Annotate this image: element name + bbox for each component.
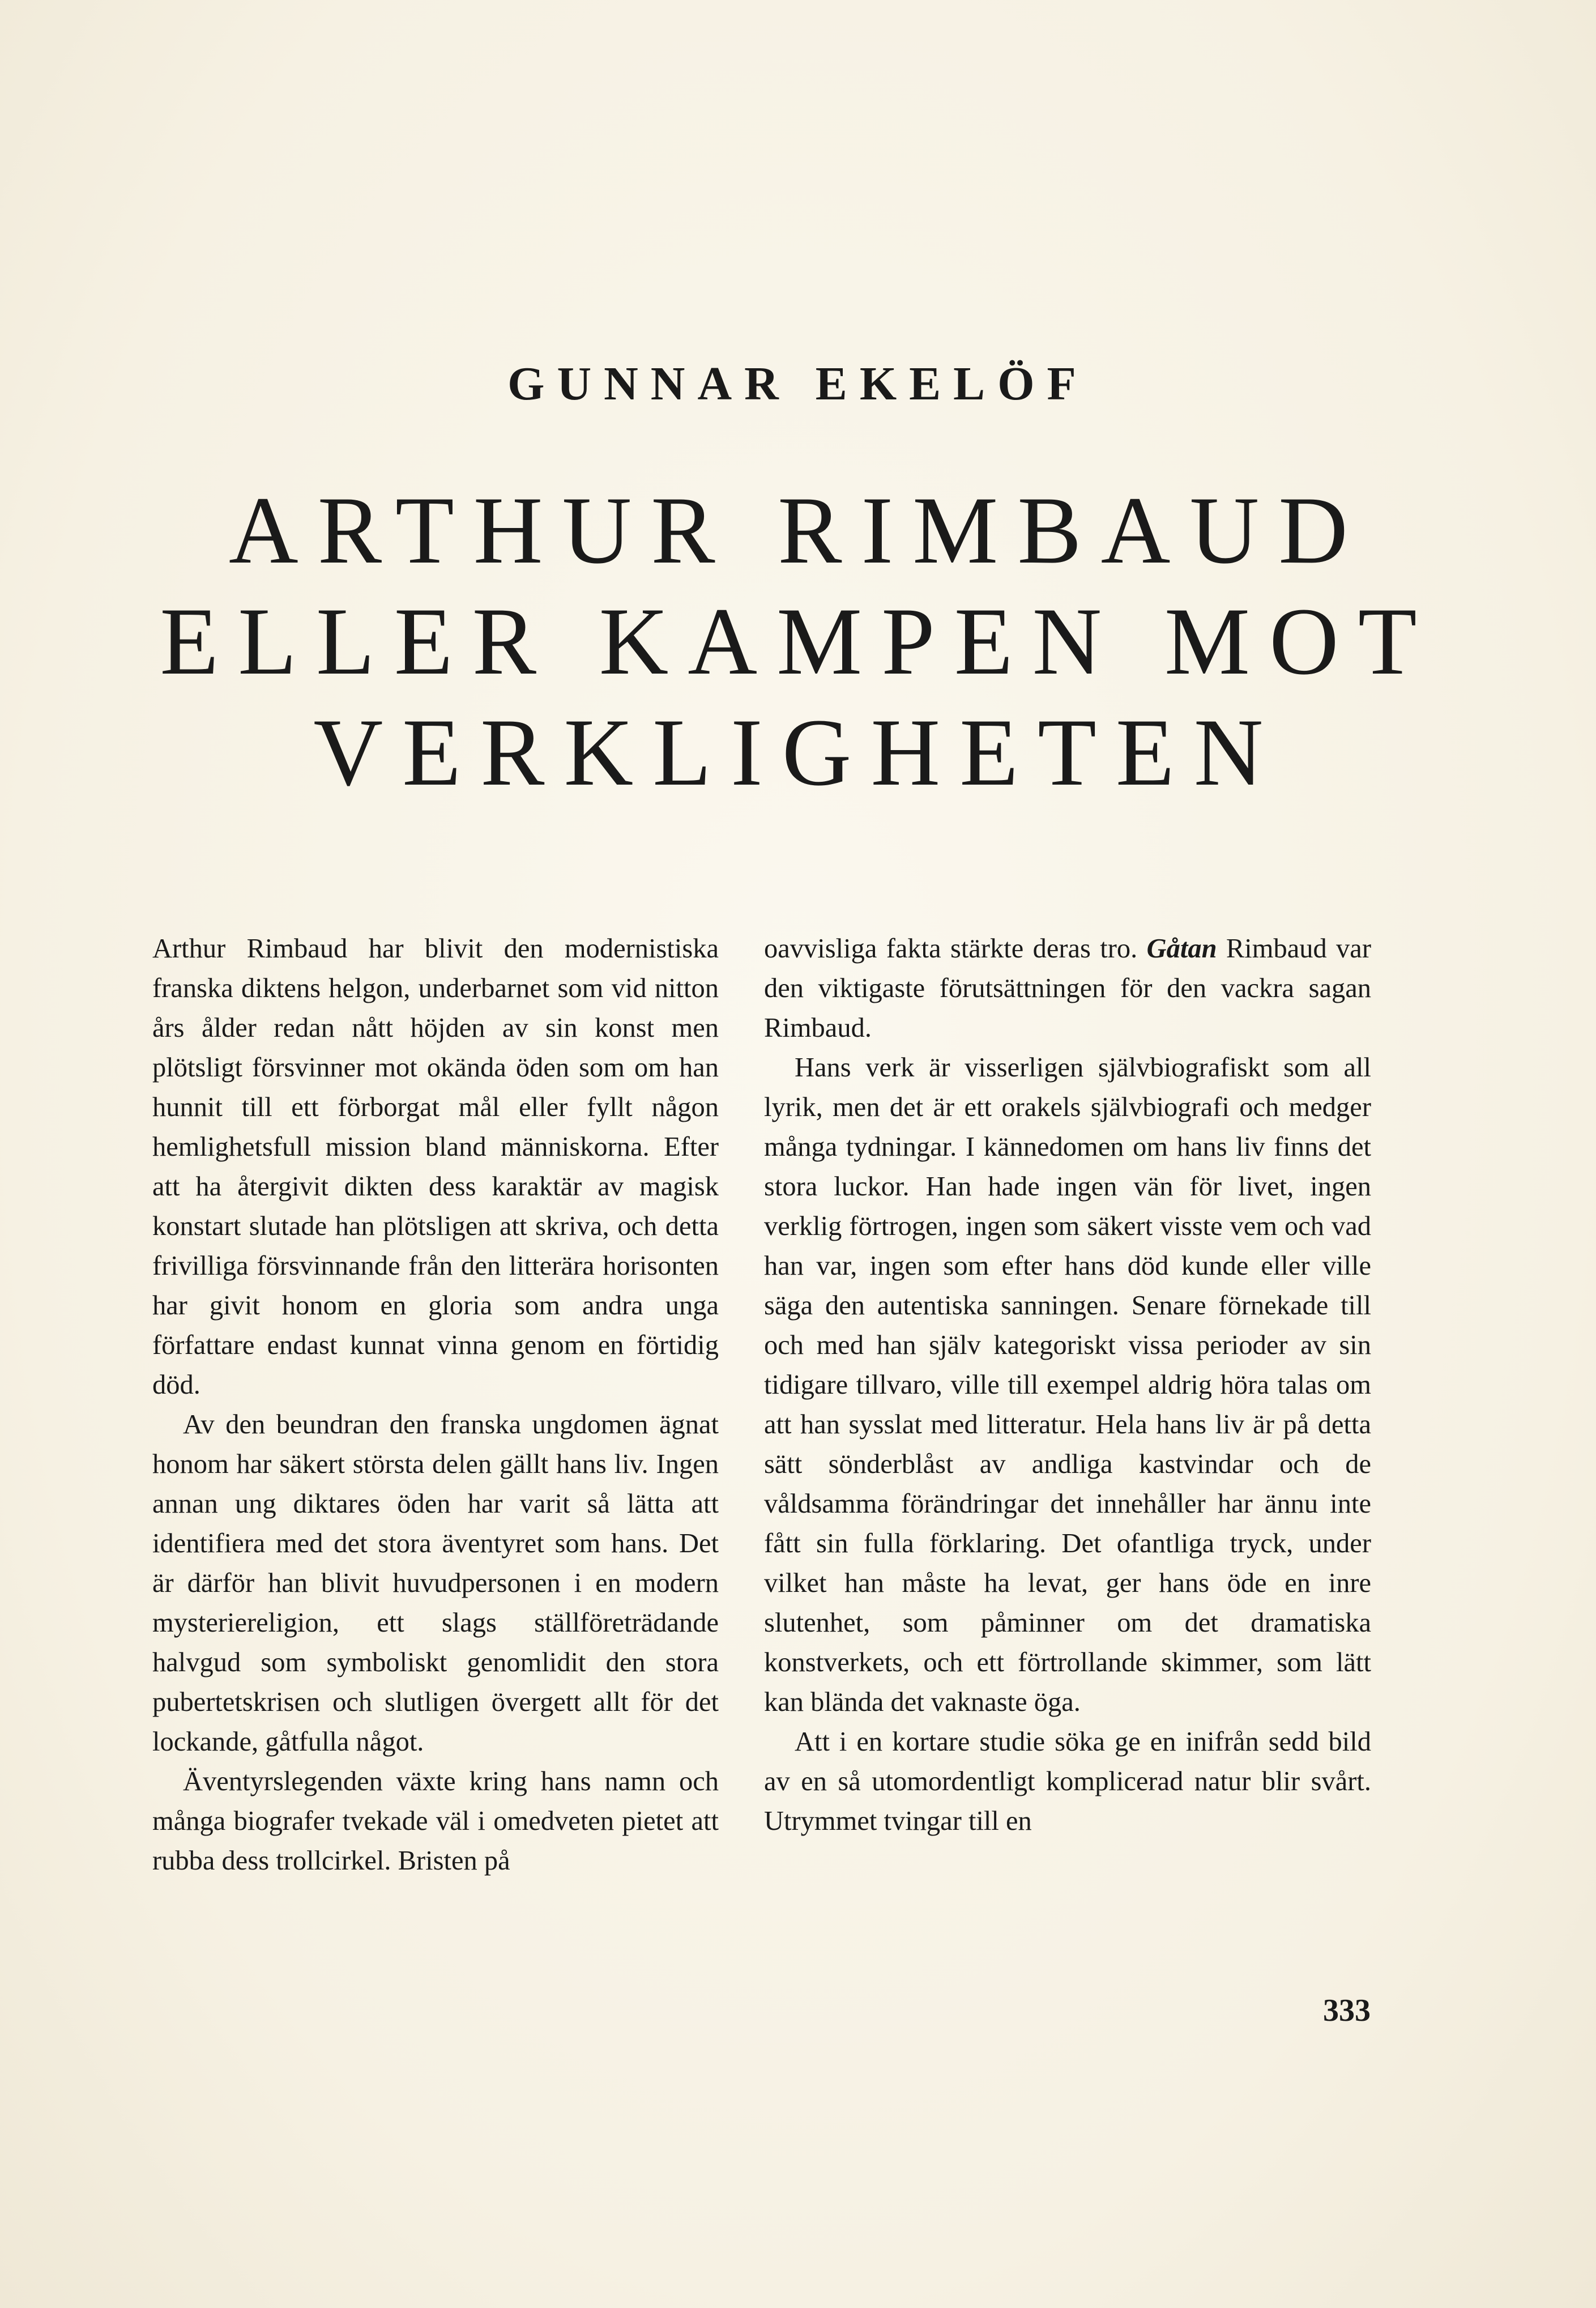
paragraph: Att i en kortare studie söka ge en inifrån sedd bild av en så utomordentligt komplicerad natur blir svårt. Utrymmet tvingar till en <box>764 1727 1371 1836</box>
paragraph: Av den beundran den franska ungdomen ägnat honom har säkert största delen gällt hans liv. Ingen annan ung diktares öden har varit så lätta att identifiera med det stora äventyret som hans. Det är därför han blivit huvudpersonen i en modern mysteriereligion, ett slags ställföreträdande halvgud som symboliskt genomlidit den stora pubertetskrisen och slutligen övergett allt för det lockande, gåtfulla något. <box>152 1410 719 1757</box>
paragraph: Arthur Rimbaud har blivit den modernistiska franska diktens helgon, underbarnet som vid nitton års ålder redan nått höjden av sin konst men plötsligt försvinner mot okända öden som om han hunnit till ett förborgat mål eller fyllt någon hemlighetsfull mission bland människorna. Efter att ha återgivit dikten dess karaktär av magisk konstart slutade han plötsligen att skriva, och detta frivilliga försvinnande från den litterära horisonten har givit honom en gloria som andra unga författare endast kunnat vinna genom en förtidig död. <box>152 934 719 1400</box>
left-column <box>152 929 719 1881</box>
emphasis-text: Gåtan <box>1146 934 1217 964</box>
right-column <box>764 929 1371 1841</box>
title-line-3: VERKLIGHETEN <box>313 699 1283 806</box>
title-line-2: ELLER KAMPEN MOT <box>160 588 1436 695</box>
author-name: GUNNAR EKELÖF <box>507 357 1089 410</box>
text-run: oavvisliga fakta stärkte deras tro. <box>764 934 1147 964</box>
text-run: Rimbaud var den viktigaste förutsättningen för den vackra sagan Rimbaud. <box>764 934 1371 1043</box>
article-title <box>0 475 1596 808</box>
paragraph: Hans verk är visserligen självbiografiskt som all lyrik, men det är ett orakels självbiografi och medger många tydningar. I kännedomen om hans liv finns det stora luckor. Han hade ingen vän för livet, ingen verklig förtrogen, ingen som säkert visste vem och vad han var, ingen som efter hans död kunde eller ville säga den autentiska sanningen. Senare förnekade till och med han själv kategoriskt vissa perioder av sin tidigare tillvaro, ville till exempel aldrig höra talas om att han sysslat med litteratur. Hela hans liv är på detta sätt sönderblåst av andliga kastvindar och de våldsamma förändringar det innehåller har ännu inte fått sin fulla förklaring. Det ofantliga tryck, under vilket han måste ha levat, ger hans öde en inre slutenhet, som påminner om det dramatiska konstverkets, och ett förtrollande skimmer, som lätt kan blända det vaknaste öga. <box>764 1053 1371 1717</box>
page-number: 333 <box>1323 1993 1371 2028</box>
paragraph: Äventyrslegenden växte kring hans namn och många biografer tvekade väl i omedveten pietet att rubba dess trollcirkel. Bristen på <box>152 1766 719 1876</box>
title-line-1: ARTHUR RIMBAUD <box>228 477 1368 584</box>
paragraph <box>764 929 1371 1048</box>
